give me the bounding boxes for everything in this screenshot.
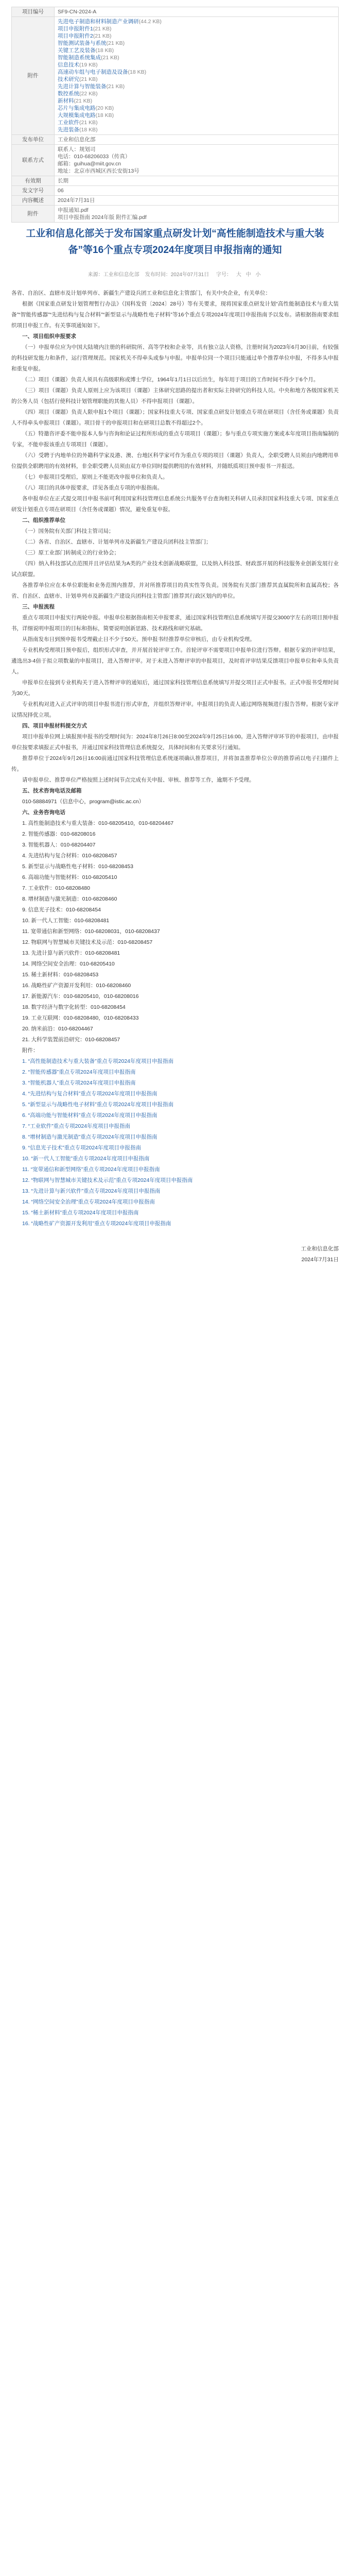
metadata-row xyxy=(12,206,339,223)
attachment-link[interactable]: 14. “网络空间安全治理”重点专项2024年度项目申报指南 xyxy=(22,1199,155,1205)
attachment-size: (21 KB) xyxy=(106,83,125,90)
metadata-row xyxy=(12,135,339,145)
metadata-label: 项目编号 xyxy=(12,7,55,17)
paragraph: 13. 先进计算与新兴软件：010-68208481 xyxy=(22,950,120,956)
attachment-size: (21 KB) xyxy=(106,40,125,46)
metadata-line: 申报通知.pdf xyxy=(58,207,89,213)
attachment-size: (18 KB) xyxy=(95,47,114,54)
paragraph: 附件： xyxy=(22,1047,39,1054)
attachment-link[interactable] xyxy=(58,105,335,112)
font-size-toggle xyxy=(215,270,262,278)
metadata-line: 电话：010-68206033（传真） xyxy=(58,154,131,160)
attachment-name: 高速动车组与电子制造及设备 xyxy=(58,69,128,75)
paragraph: （四）纳入科技部试点范围并且评估结果为A类的产业技术创新战略联盟，以及纳入科技部、财政部开展的科技服务业创新发展行业试点联盟。 xyxy=(11,561,339,578)
paragraph: 重点专项项目申报实行两轮申报。申报单位根据指南相关申报要求，通过国家科技管理信息系统填写并提交3000字左右的项目预申报书，详细说明申报项目的目标和指标，简要说明创新思路、技术路线和研究基础。 xyxy=(11,615,339,632)
paragraph: 8. 增材制造与激光制造：010-68208460 xyxy=(22,896,117,902)
attachment-link[interactable]: 5. “新型显示与战略性电子材料”重点专项2024年度项目申报指南 xyxy=(22,1101,174,1108)
paragraph: 项目申报单位网上填报预申报书的受理时间为：2024年8月26日8:00至2024年9月25日16:00。进入答辩评审环节的申报项目，由申报单位按要求填报正式申报书，并通过国家科技管理信息系统提交，具体时间和有关要求另行通知。 xyxy=(11,734,339,751)
attachment-size: (18 KB) xyxy=(79,127,98,133)
paragraph: 2. 智能传感器：010-68208016 xyxy=(22,831,96,837)
paragraph: 根据《国家重点研发计划管理暂行办法》（国科发资〔2024〕28号）等有关要求，现将国家重点研发计划“高性能制造技术与重大装备”“智能传感器”“先进结构与复合材料”“新型显示与战略性电子材料”等16个重点专项2024年度项目申报指南予以发布。请根据指南要求组织项目申报工作。有关事项通知如下。 xyxy=(11,301,339,329)
attachment-name: 先进电子制造和材料制造产业调研 xyxy=(58,19,139,25)
paragraph: 3. 智能机器人：010-68204407 xyxy=(22,842,96,848)
attachment-size: (21 KB) xyxy=(79,76,98,82)
paragraph: （一）申报单位应为中国大陆境内注册的科研院所、高等学校和企业等，具有独立法人资格，注册时间为2023年6月30日前，有较强的科技研发能力和条件，运行管理规范。国家机关不得牵头或参与申报。申报单位同一个项目只能通过单个推荐单位申报，不得多头申报和重复申报。 xyxy=(11,344,339,372)
section-heading: 五、技术咨询电话及邮箱 xyxy=(22,788,82,794)
paragraph: （三）原工业部门转制成立的行业协会； xyxy=(22,550,119,556)
metadata-value: SF9-CN-2024-A xyxy=(55,7,339,17)
attachment-link[interactable]: 2. “智能传感器”重点专项2024年度项目申报指南 xyxy=(22,1069,136,1075)
attachment-link[interactable] xyxy=(58,97,335,105)
attachment-name: 智能制造系统集成 xyxy=(58,55,101,61)
metadata-label: 有效期 xyxy=(12,176,55,186)
attachment-size: (21 KB) xyxy=(74,98,93,104)
paragraph: 专业机构对进入正式评审的项目申报书进行形式审查，并组织答辩评审。申报项目的负责人通过网络视频进行报告答辩。根据专家评议情况择优立项。 xyxy=(11,701,339,718)
attachment-size: (21 KB) xyxy=(93,26,112,32)
attachment-link[interactable] xyxy=(58,54,335,61)
paragraph: 17. 新能源汽车：010-68205410，010-68208016 xyxy=(22,993,139,999)
attachment-name: 项目申报附件2 xyxy=(58,33,93,39)
metadata-line: 邮箱：guihua@miit.gov.cn xyxy=(58,161,121,167)
paragraph: 15. 稀土新材料：010-68208453 xyxy=(22,972,99,978)
attachment-name: 信息技术 xyxy=(58,62,79,68)
article xyxy=(11,226,339,1265)
metadata-label: 发布单位 xyxy=(12,135,55,145)
paragraph: 18. 数字经济与数字化转型：010-68208454 xyxy=(22,1004,126,1010)
attachment-link[interactable] xyxy=(58,119,335,126)
attachment-name: 数控系统 xyxy=(58,91,79,97)
attachment-link[interactable] xyxy=(58,18,335,25)
paragraph: 12. 物联网与智慧城市关键技术及示范：010-68208457 xyxy=(22,939,153,945)
metadata-value: 2024年7月31日 xyxy=(55,196,339,206)
publish-info xyxy=(11,270,339,278)
salutation: 各省、自治区、直辖市及计划单列市、新疆生产建设兵团工业和信息化主管部门，有关中央企业，有关单位： xyxy=(11,290,271,296)
attachment-link[interactable] xyxy=(58,47,335,54)
attachment-name: 先进计算与智能装备 xyxy=(58,83,107,90)
paragraph: （四）项目（课题）负责人限申报1个项目（课题）；国家科技重大专项、国家重点研发计划重点专项在研项目（含任务或课题）负责人不得牵头申报项目（课题）。项目骨干的申报项目和在研项目总数不得超过2个。 xyxy=(11,409,339,426)
metadata-value: 06 xyxy=(55,186,339,196)
metadata-value xyxy=(55,206,339,223)
attachment-link[interactable] xyxy=(58,61,335,69)
attachment-link[interactable]: 8. “增材制造与激光制造”重点专项2024年度项目申报指南 xyxy=(22,1134,157,1140)
attachment-size: (21 KB) xyxy=(79,120,98,126)
signature-date: 2024年7月31日 xyxy=(301,1257,339,1263)
attachment-size: (22 KB) xyxy=(79,91,98,97)
article-body xyxy=(11,288,339,1229)
attachment-link[interactable]: 16. “战略性矿产资源开发利用”重点专项2024年度项目申报指南 xyxy=(22,1221,171,1227)
metadata-value xyxy=(55,17,339,135)
attachment-name: 大规模集成电路 xyxy=(58,112,96,118)
paragraph: 7. 工业软件：010-68208480 xyxy=(22,885,90,891)
attachment-size: (21 KB) xyxy=(93,33,112,39)
article-title: 工业和信息化部关于发布国家重点研发计划“高性能制造技术与重大装备”等16个重点专项2024年度项目申报指南的通知 xyxy=(26,228,324,256)
attachment-link[interactable] xyxy=(58,126,335,133)
attachment-size: (18 KB) xyxy=(95,112,114,118)
font-size-large-button[interactable]: 大 xyxy=(236,272,241,278)
attachment-link[interactable]: 1. “高性能制造技术与重大装备”重点专项2024年度项目申报指南 xyxy=(22,1058,174,1064)
metadata-label: 附件 xyxy=(12,17,55,135)
attachment-name: 新材料 xyxy=(58,98,74,104)
metadata-row xyxy=(12,196,339,206)
metadata-row xyxy=(12,176,339,186)
attachment-link[interactable]: 4. “先进结构与复合材料”重点专项2024年度项目申报指南 xyxy=(22,1091,157,1097)
paragraph: 从指南发布日到预申报书受理截止日不少于50天。预申报书经推荐单位审核后，由专业机构受理。 xyxy=(22,636,255,642)
font-size-label: 字号： xyxy=(216,272,232,278)
attachment-link[interactable]: 7. “工业软件”重点专项2024年度项目申报指南 xyxy=(22,1123,131,1129)
paragraph: 19. 工业互联网：010-68208480，010-68208433 xyxy=(22,1015,139,1021)
attachment-link[interactable] xyxy=(58,76,335,83)
metadata-value xyxy=(55,145,339,176)
attachment-size: (18 KB) xyxy=(128,69,147,75)
paragraph: 010-58884971（信息中心，program@istic.ac.cn） xyxy=(22,799,145,805)
paragraph: 21. 大科学装置前沿研究：010-68208457 xyxy=(22,1037,120,1043)
font-size-small-button[interactable]: 小 xyxy=(255,272,261,278)
attachment-link[interactable]: 13. “先进计算与新兴软件”重点专项2024年度项目申报指南 xyxy=(22,1188,161,1194)
section-heading: 六、业务咨询电话 xyxy=(22,809,65,816)
metadata-label: 联系方式 xyxy=(12,145,55,176)
attachment-name: 技术研究 xyxy=(58,76,79,82)
paragraph: 各推荐单位应在本单位职能和业务范围内推荐，并对所推荐项目的真实性等负责。国务院有关部门推荐其直属院所和直属高校；各省、自治区、直辖市、计划单列市及新疆生产建设兵团科技主管部门推荐其行政区划内的单位。 xyxy=(11,582,339,599)
attachment-size: (21 KB) xyxy=(101,55,119,61)
paragraph: （七）申报项目受理后，原则上不能更改申报单位和负责人。 xyxy=(22,474,168,480)
paragraph: （一）国务院有关部门科技主管司局； xyxy=(22,528,114,534)
attachment-size: (44.2 KB) xyxy=(138,19,162,25)
signature-org: 工业和信息化部 xyxy=(301,1246,339,1252)
paragraph: 推荐单位于2024年9月26日16:00前通过国家科技管理信息系统逐项确认推荐项目，并将加盖推荐单位公章的推荐函以电子扫描件上传。 xyxy=(11,755,339,772)
paragraph: 14. 网络空间安全治理：010-68205410 xyxy=(22,961,115,967)
attachment-size: (19 KB) xyxy=(79,62,98,68)
section-heading: 三、申报流程 xyxy=(22,604,55,610)
paragraph: 1. 高性能制造技术与重大装备：010-68205410，010-68204467 xyxy=(22,820,174,826)
paragraph: （三）项目（课题）负责人原则上应为该项目（课题）主体研究思路的提出者和实际主持研究的科技人员。中央和地方各级国家机关的公务人员（包括行使科技计划管理职能的其他人员）不得申报项目（课题）。 xyxy=(11,387,339,404)
article-source: 来源：工业和信息化部 xyxy=(87,272,139,278)
attachment-link[interactable] xyxy=(58,112,335,119)
paragraph: （二）各省、自治区、直辖市、计划单列市及新疆生产建设兵团科技主管部门； xyxy=(22,539,212,545)
metadata-line: 项目申报指南 2024年版 附件汇编.pdf xyxy=(58,214,147,221)
attachment-link[interactable]: 10. “新一代人工智能”重点专项2024年度项目申报指南 xyxy=(22,1156,150,1162)
paragraph: 10. 新一代人工智能：010-68208481 xyxy=(22,918,110,924)
attachment-link[interactable] xyxy=(58,83,335,90)
paragraph: 20. 纳米前沿：010-68204467 xyxy=(22,1026,93,1032)
paragraph: 9. 信息光子技术：010-68208454 xyxy=(22,907,101,913)
section-heading: 一、项目组织申报要求 xyxy=(22,333,76,340)
paragraph: （六）受聘于内地单位的外籍科学家及港、澳、台地区科学家可作为重点专项的项目（课题）负责人，全职受聘人员须由内地聘用单位提供全职聘用的有效材料，非全职受聘人员须由双方单位同时提供聘用的有效材料，并随纸质项目预申报书一并报送。 xyxy=(11,452,339,469)
paragraph: （二）项目（课题）负责人须具有高级职称或博士学位，1964年1月1日以后出生，每年用于项目的工作时间不得少于6个月。 xyxy=(22,377,319,383)
paragraph: 4. 先进结构与复合材料：010-68208457 xyxy=(22,853,117,859)
metadata-row xyxy=(12,7,339,17)
attachment-link[interactable]: 9. “信息光子技术”重点专项2024年度项目申报指南 xyxy=(22,1145,142,1151)
attachment-link[interactable]: 3. “智能机器人”重点专项2024年度项目申报指南 xyxy=(22,1080,136,1086)
attachment-link[interactable]: 15. “稀土新材料”重点专项2024年度项目申报指南 xyxy=(22,1210,139,1216)
signature xyxy=(11,1244,339,1265)
paragraph: 请申报单位、推荐单位严格按照上述时间节点完成有关申报、审核、推荐等工作，逾期不予受理。 xyxy=(22,777,255,783)
metadata-line: 地址：北京市西城区西长安街13号 xyxy=(58,168,139,174)
section-heading: 四、项目申报材料提交方式 xyxy=(22,723,87,729)
attachment-name: 工业软件 xyxy=(58,120,79,126)
font-size-medium-button[interactable]: 中 xyxy=(246,272,251,278)
metadata-label: 内容概述 xyxy=(12,196,55,206)
attachment-link[interactable] xyxy=(58,90,335,97)
attachment-size: (20 KB) xyxy=(95,105,114,111)
paragraph: 专业机构受理项目预申报后，组织形式审查，并开展首轮评审工作。首轮评审不需要项目申报单位进行答辩。根据专家的评审结果，遴选出3-4倍于拟立项数量的申报项目，进入答辩评审。对于未进入答辩评审的申报项目，及时将评审结果反馈项目申报单位和牵头负责人。 xyxy=(11,647,339,675)
attachment-link[interactable] xyxy=(58,40,335,47)
paragraph: 申报单位在接到专业机构关于进入答辩评审的通知后，通过国家科技管理信息系统填写并提交项目正式申报书。正式申报书受理时间为30天。 xyxy=(11,680,339,697)
attachment-link[interactable] xyxy=(58,69,335,76)
attachment-name: 关键工艺及装备 xyxy=(58,47,96,54)
paragraph: （五）特邀咨评委不能申报本人参与咨询和论证过程所形成的重点专项项目（课题）；参与重点专项实施方案或本年度项目指南编制的专家，不能申报该重点专项项目（课题）。 xyxy=(11,431,339,448)
attachment-name: 芯片与集成电路 xyxy=(58,105,96,111)
metadata-line: 联系人：规划司 xyxy=(58,146,96,152)
metadata-row xyxy=(12,145,339,176)
metadata-label: 附件 xyxy=(12,206,55,223)
article-date: 发布时间：2024年07月31日 xyxy=(145,272,209,278)
attachment-link[interactable]: 6. “高端功能与智能材料”重点专项2024年度项目申报指南 xyxy=(22,1112,157,1118)
paragraph: 各申报单位在正式提交项目申报书前可利用国家科技管理信息系统公共服务平台查询相关科研人员承担国家科技重大专项、国家重点研发计划重点专项在研项目（含任务或课题）情况，避免重复申报。 xyxy=(11,496,339,513)
paragraph: 6. 高端功能与智能材料：010-68205410 xyxy=(22,874,117,880)
attachment-name: 智能测试装备与系统 xyxy=(58,40,107,46)
paragraph: 5. 新型显示与战略性电子材料：010-68208453 xyxy=(22,863,133,870)
attachment-link[interactable] xyxy=(58,25,335,32)
paragraph: 11. 宽带通信和新型网络：010-68208031，010-68208437 xyxy=(22,928,160,935)
metadata-table xyxy=(11,7,339,223)
metadata-value: 工业和信息化部 xyxy=(55,135,339,145)
attachment-name: 先进装备 xyxy=(58,127,79,133)
attachment-name: 项目申报附件1 xyxy=(58,26,93,32)
attachment-link[interactable]: 12. “物联网与智慧城市关键技术及示范”重点专项2024年度项目申报指南 xyxy=(22,1177,193,1183)
attachment-link[interactable]: 11. “宽带通信和新型网络”重点专项2024年度项目申报指南 xyxy=(22,1166,160,1173)
metadata-row xyxy=(12,186,339,196)
section-heading: 二、组织推荐单位 xyxy=(22,517,65,523)
metadata-label: 发文字号 xyxy=(12,186,55,196)
paragraph: （八）项目的具体申报要求，详见各重点专项的申报指南。 xyxy=(22,485,163,491)
paragraph: 16. 战略性矿产资源开发利用：010-68208460 xyxy=(22,982,131,989)
attachment-link[interactable] xyxy=(58,32,335,40)
metadata-row xyxy=(12,17,339,135)
metadata-value: 长期 xyxy=(55,176,339,186)
